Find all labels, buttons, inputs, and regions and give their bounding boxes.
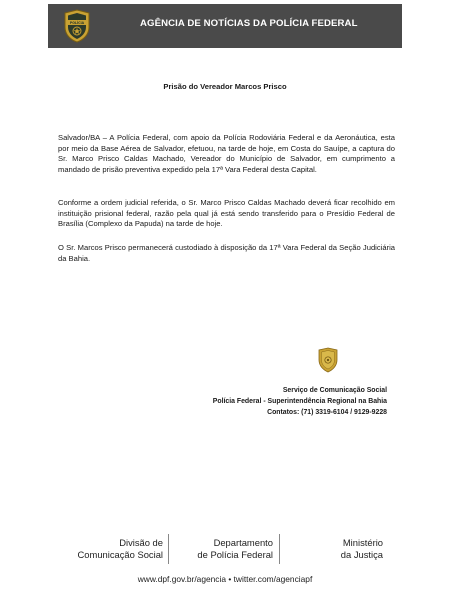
signature-contacts: Contatos: (71) 3319-6104 / 9129-9228 (267, 409, 387, 416)
document-title: Prisão do Vereador Marcos Prisco (163, 82, 287, 91)
footer-division-line1: Divisão de (119, 537, 163, 548)
footer-division-line2: Comunicação Social (77, 549, 163, 560)
footer-department-line1: Departamento (213, 537, 273, 548)
footer-department (183, 537, 273, 561)
signature-department: Serviço de Comunicação Social (282, 387, 387, 394)
policia-federal-badge-icon (62, 9, 92, 43)
paragraph-3: O Sr. Marcos Prisco permanecerá custodiado à disposição da 17ª Vara Federal da Seção Judiciária da Bahia. (58, 243, 395, 263)
footer-divider (168, 534, 169, 564)
footer-division (73, 537, 163, 561)
footer-ministry-line2: da Justiça (340, 549, 383, 560)
footer-ministry (310, 537, 383, 561)
agency-title: AGÊNCIA DE NOTÍCIAS DA POLÍCIA FEDERAL (140, 18, 358, 29)
policia-federal-seal-icon (317, 347, 339, 373)
footer-links[interactable]: www.dpf.gov.br/agencia • twitter.com/agenciapf (137, 574, 313, 584)
header-bar (48, 4, 402, 48)
paragraph-2: Conforme a ordem judicial referida, o Sr. Marco Prisco Caldas Machado deverá ficar recolhido em instituição prisional federal, razão pela qual já está sendo transferido para o Presídio Federal de Brasília (Complexo da Papuda) na tarde de hoje. (58, 198, 395, 228)
footer-divider (279, 534, 280, 564)
footer-department-line2: de Polícia Federal (197, 549, 273, 560)
svg-text:POLÍCIA: POLÍCIA (69, 20, 85, 25)
footer-ministry-line1: Ministério (342, 537, 383, 548)
signature-superintendency: Polícia Federal - Superintendência Regional na Bahia (212, 398, 387, 405)
paragraph-1: Salvador/BA – A Polícia Federal, com apoio da Polícia Rodoviária Federal e da Aeronáutica, esta por meio da Base Aérea de Salvador, efetuou, na tarde de hoje, em Costa do Sauípe, a captura do Sr. Marco Prisco Caldas Machado, Vereador do Município de Salvador, em cumprimento a mandado de prisão preventiva expedido pela 17ª Vara Federal desta Capital. (58, 133, 395, 174)
